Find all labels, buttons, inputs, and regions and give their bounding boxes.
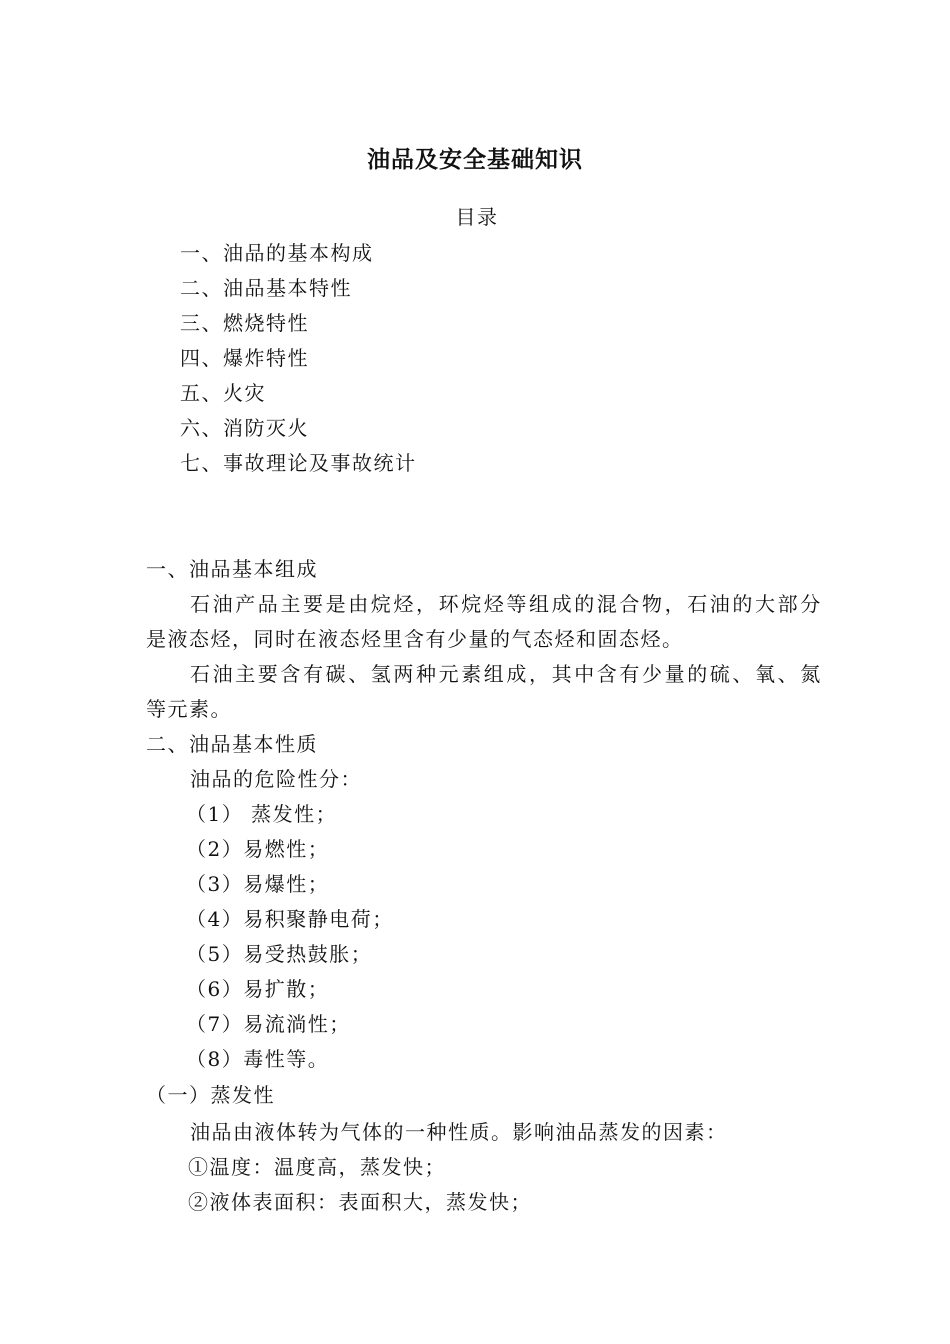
paragraph-line: 油品由液体转为气体的一种性质。影响油品蒸发的因素： [190,1120,728,1144]
list-item: ①温度：温度高，蒸发快； [188,1155,446,1179]
list-item: （6）易扩散； [186,977,330,1001]
toc-item: 六、消防灭火 [180,416,309,440]
list-item: （5）易受热鼓胀； [186,942,373,966]
toc-item: 一、油品的基本构成 [180,241,374,265]
paragraph-line: 是液态烃，同时在液态烃里含有少量的气态烃和固态烃。 [146,627,684,651]
section-heading: 一、油品基本组成 [146,557,318,581]
toc-item: 五、火灾 [180,381,266,405]
list-item: （8）毒性等。 [186,1047,330,1071]
list-item: ②液体表面积：表面积大，蒸发快； [188,1190,532,1214]
subsection-heading: （一）蒸发性 [146,1083,275,1107]
list-item: （7）易流淌性； [186,1012,351,1036]
toc-item: 三、燃烧特性 [180,311,309,335]
toc-item: 四、爆炸特性 [180,346,309,370]
toc-item: 七、事故理论及事故统计 [180,451,417,475]
paragraph-line: 石油主要含有碳、氢两种元素组成，其中含有少量的硫、氧、氮 [190,662,823,686]
document-title: 油品及安全基础知识 [367,147,583,173]
toc-item: 二、油品基本特性 [180,276,352,300]
paragraph-line: 油品的危险性分： [190,767,362,791]
toc-heading: 目录 [455,205,499,229]
paragraph-line: 等元素。 [146,697,232,721]
list-item: （3）易爆性； [186,872,330,896]
paragraph-line: 石油产品主要是由烷烃，环烷烃等组成的混合物，石油的大部分 [190,592,823,616]
list-item: （2）易燃性； [186,837,330,861]
list-item: （4）易积聚静电荷； [186,907,394,931]
section-heading: 二、油品基本性质 [146,732,318,756]
list-item: （1） 蒸发性； [186,802,338,826]
